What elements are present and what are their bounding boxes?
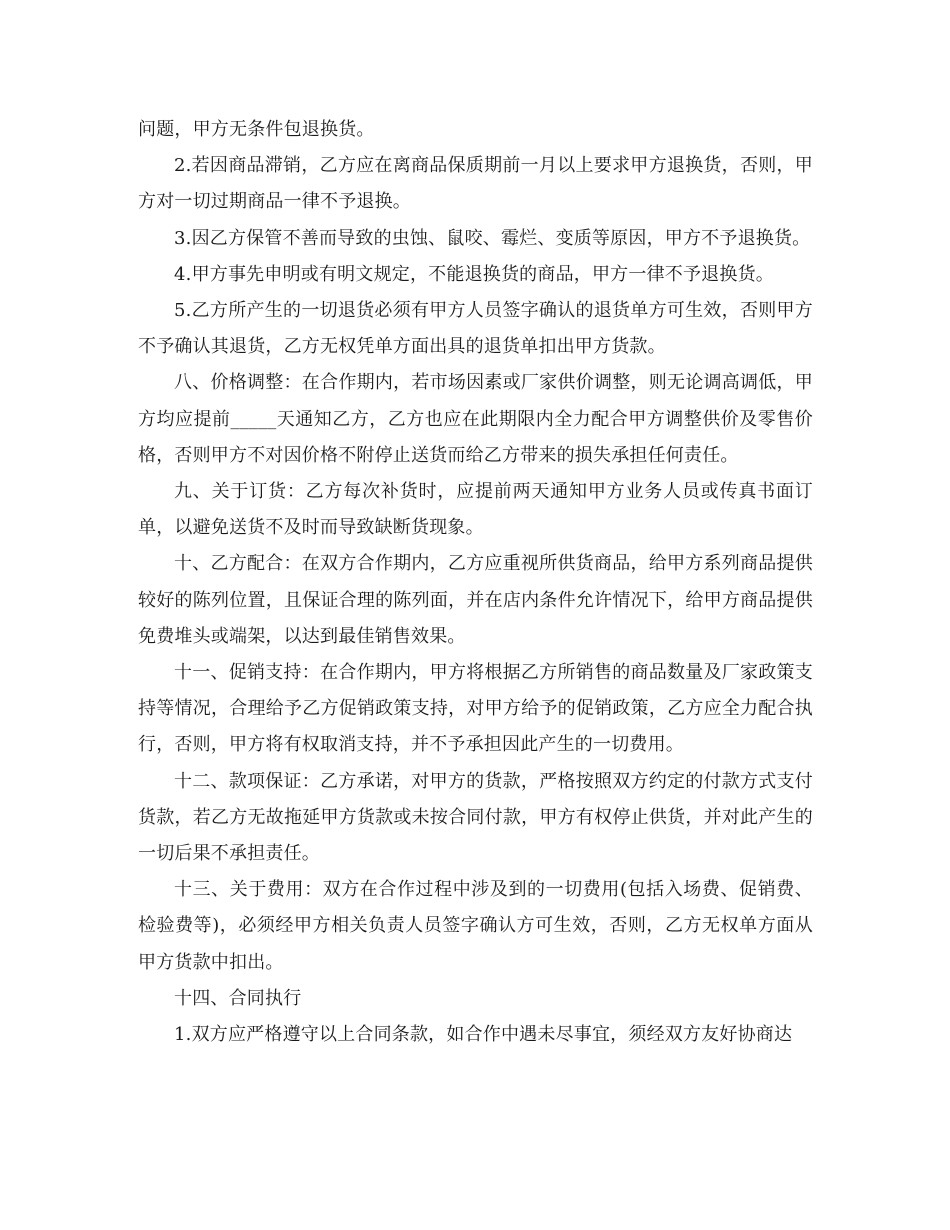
paragraph-8: 十、乙方配合：在双方合作期内，乙方应重视所供货商品，给甲方系列商品提供较好的陈列位置，且保证合理的陈列面，并在店内条件允许情况下，给甲方商品提供免费堆头或端架，以达到最佳销售效果。 xyxy=(138,553,813,647)
paragraph-1: 问题，甲方无条件包退换货。 xyxy=(138,119,375,140)
paragraph-13: 1.双方应严格遵守以上合同条款，如合作中遇未尽事宜，须经双方友好协商达 xyxy=(174,1024,793,1046)
paragraph-10: 十二、款项保证：乙方承诺，对甲方的货款，严格按照双方约定的付款方式支付货款，若乙方无故拖延甲方货款或未按合同付款，甲方有权停止供货，并对此产生的一切后果不承担责任。 xyxy=(138,770,813,865)
paragraph-4: 4.甲方事先申明或有明文规定，不能退换货的商品，甲方一律不予退换货。 xyxy=(174,263,774,285)
paragraph-12: 十四、合同执行 xyxy=(174,987,302,1009)
paragraph-3: 3.因乙方保管不善而导致的虫蚀、鼠咬、霉烂、变质等原因，甲方不予退换货。 xyxy=(174,227,811,249)
paragraph-6: 八、价格调整：在合作期内，若市场因素或厂家供价调整，则无论调高调低，甲方均应提前_____天通知乙方，乙方也应在此期限内全力配合甲方调整供价及零售价格，否则甲方不对因价格不附停止送货而给乙方带来的损失承担任何责任。 xyxy=(138,372,813,466)
paragraph-9: 十一、促销支持：在合作期内，甲方将根据乙方所销售的商品数量及厂家政策支持等情况，合理给予乙方促销政策支持，对甲方给予的促销政策，乙方应全力配合执行，否则，甲方将有权取消支持，并不予承担因此产生的一切费用。 xyxy=(138,662,813,756)
paragraph-11: 十三、关于费用：双方在合作过程中涉及到的一切费用(包括入场费、促销费、检验费等)，必须经甲方相关负责人员签字确认方可生效，否则，乙方无权单方面从甲方货款中扣出。 xyxy=(138,879,813,973)
paragraph-7: 九、关于订货：乙方每次补货时，应提前两天通知甲方业务人员或传真书面订单，以避免送货不及时而导致缺断货现象。 xyxy=(138,481,813,539)
document-body xyxy=(138,112,813,1053)
paragraph-2: 2.若因商品滞销，乙方应在离商品保质期前一月以上要求甲方退换货，否则，甲方对一切过期商品一律不予退换。 xyxy=(138,155,813,213)
paragraph-5: 5.乙方所产生的一切退货必须有甲方人员签字确认的退货单方可生效，否则甲方不予确认其退货，乙方无权凭单方面出具的退货单扣出甲方货款。 xyxy=(138,300,813,358)
